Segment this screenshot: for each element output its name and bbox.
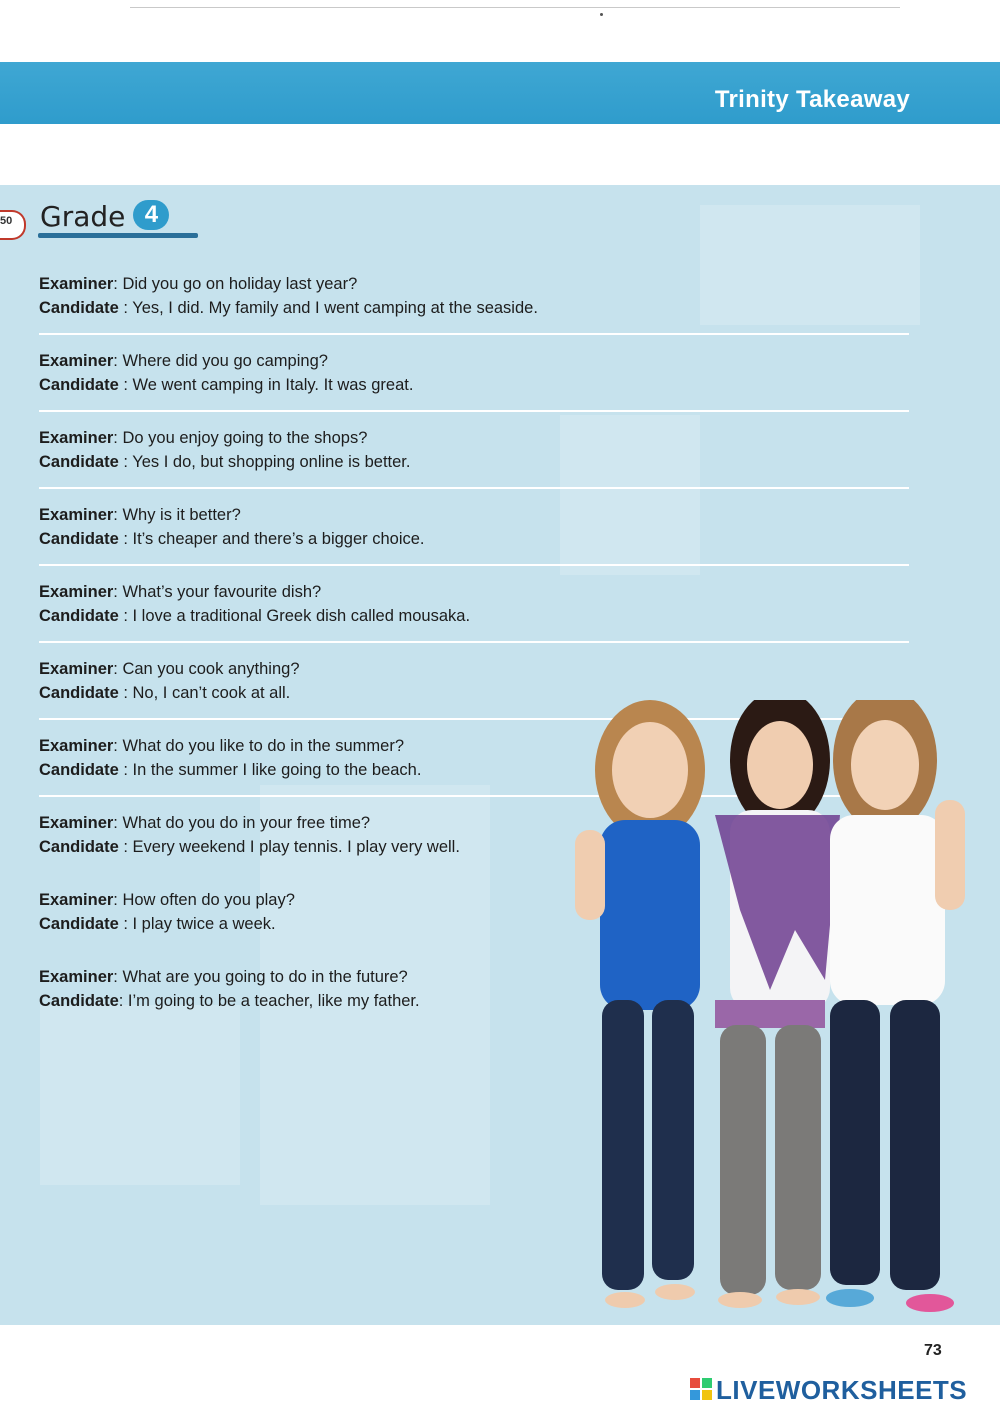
examiner-label: Examiner	[39, 352, 114, 370]
dialogue-exchange	[39, 580, 639, 657]
candidate-label: Candidate	[39, 761, 119, 779]
candidate-answer: : I play twice a week.	[118, 915, 276, 933]
girl-middle-figure	[715, 700, 840, 1308]
separator-line	[39, 487, 909, 489]
examiner-question: : How often do you play?	[113, 891, 295, 909]
examiner-label: Examiner	[39, 660, 114, 678]
candidate-label: Candidate	[39, 607, 119, 625]
examiner-label: Examiner	[39, 891, 114, 909]
candidate-label: Candidate	[39, 838, 119, 856]
girl-right-figure	[826, 700, 965, 1312]
separator-line	[39, 333, 909, 335]
separator-line	[39, 641, 909, 643]
candidate-label: Candidate	[39, 299, 119, 317]
examiner-label: Examiner	[39, 814, 114, 832]
candidate-label: Candidate	[39, 453, 119, 471]
examiner-question: : Did you go on holiday last year?	[113, 275, 358, 293]
examiner-label: Examiner	[39, 968, 114, 986]
grade-underline	[38, 233, 198, 238]
candidate-label: Candidate	[39, 530, 119, 548]
grade-heading	[40, 200, 169, 233]
candidate-answer: : We went camping in Italy. It was great.	[118, 376, 414, 394]
separator-line	[39, 410, 909, 412]
brand-wordmark[interactable]: LIVEWORKSHEETS	[716, 1375, 968, 1405]
candidate-answer: : I’m going to be a teacher, like my father.	[118, 992, 420, 1010]
candidate-label: Candidate	[39, 376, 119, 394]
candidate-answer: : In the summer I like going to the beach.	[118, 761, 422, 779]
banner-title: Trinity Takeaway	[714, 86, 910, 113]
audio-track-number: 50	[0, 215, 13, 227]
examiner-question: : Where did you go camping?	[113, 352, 328, 370]
candidate-line	[39, 527, 639, 551]
girl-left-figure	[575, 700, 705, 1308]
photo-three-girls	[540, 700, 980, 1320]
liveworksheets-logo-icon	[690, 1378, 712, 1400]
candidate-label: Candidate	[39, 992, 119, 1010]
examiner-question: : Can you cook anything?	[113, 660, 300, 678]
candidate-line	[39, 296, 639, 320]
candidate-line	[39, 604, 639, 628]
dialogue-exchange	[39, 349, 639, 426]
examiner-question: : What do you do in your free time?	[113, 814, 371, 832]
examiner-label: Examiner	[39, 275, 114, 293]
examiner-line	[39, 503, 639, 527]
top-rule	[130, 7, 900, 8]
examiner-question: : Why is it better?	[113, 506, 241, 524]
examiner-label: Examiner	[39, 429, 114, 447]
examiner-label: Examiner	[39, 583, 114, 601]
candidate-label: Candidate	[39, 684, 119, 702]
scan-dot	[600, 13, 603, 16]
examiner-question: : What are you going to do in the future?	[113, 968, 408, 986]
dialogue-exchange	[39, 426, 639, 503]
candidate-line	[39, 373, 639, 397]
header-banner	[0, 62, 1000, 124]
candidate-answer: : Yes, I did. My family and I went camping at the seaside.	[118, 299, 538, 317]
separator-line	[39, 564, 909, 566]
examiner-line	[39, 657, 639, 681]
candidate-answer: : No, I can’t cook at all.	[118, 684, 291, 702]
candidate-answer: : It’s cheaper and there’s a bigger choice.	[118, 530, 425, 548]
grade-word: Grade	[40, 200, 126, 233]
examiner-question: : What do you like to do in the summer?	[113, 737, 405, 755]
examiner-line	[39, 426, 639, 450]
page-number: 73	[924, 1342, 942, 1359]
examiner-label: Examiner	[39, 506, 114, 524]
examiner-line	[39, 349, 639, 373]
candidate-line	[39, 450, 639, 474]
examiner-line	[39, 580, 639, 604]
examiner-question: : Do you enjoy going to the shops?	[113, 429, 368, 447]
dialogue-exchange	[39, 503, 639, 580]
examiner-line	[39, 272, 639, 296]
dialogue-exchange	[39, 272, 639, 349]
examiner-question: : What’s your favourite dish?	[113, 583, 322, 601]
candidate-label: Candidate	[39, 915, 119, 933]
grade-number-badge: 4	[133, 200, 169, 230]
background-text-block	[700, 205, 920, 325]
candidate-answer: : Every weekend I play tennis. I play very well.	[118, 838, 460, 856]
examiner-label: Examiner	[39, 737, 114, 755]
candidate-answer: : I love a traditional Greek dish called mousaka.	[118, 607, 471, 625]
candidate-answer: : Yes I do, but shopping online is better.	[118, 453, 411, 471]
